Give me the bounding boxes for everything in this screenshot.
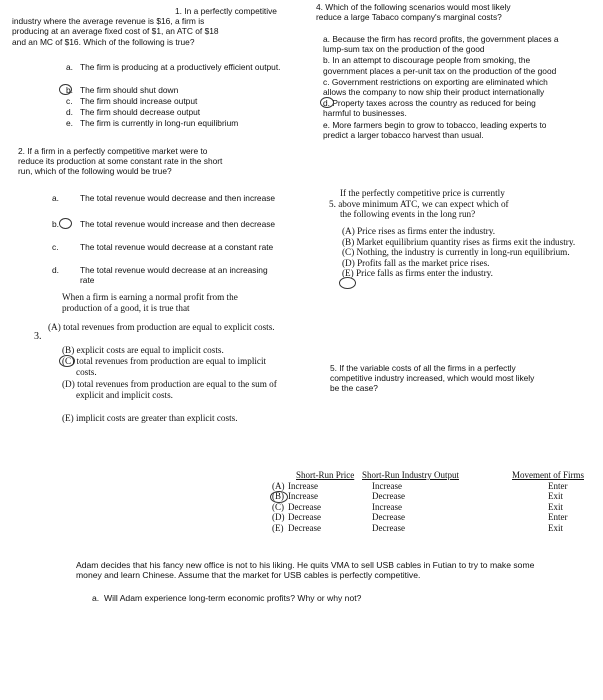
q4-option-c[interactable]: c. Government restrictions on exporting are eliminated which allows the company to now ship their product internationally [323,76,548,98]
q2-option-a[interactable]: a. The total revenue would decrease and then increase [52,193,276,203]
q1-option-d[interactable]: d. The firm should decrease output [66,107,201,117]
answer-circle-mark [339,277,356,289]
q1-option-e[interactable]: e. The firm is currently in long-run equilibrium [66,118,239,128]
q1-stem-line: In a perfectly competitive [184,6,277,16]
q3-number: 3. [34,331,42,342]
q5a-number: 5. [329,198,336,209]
table-header: Movement of Firms [512,470,584,480]
q2-option-d[interactable]: d. The total revenue would decrease at an increasing rate [52,265,268,286]
table-row[interactable]: (A) Increase Increase Enter [272,480,568,491]
answer-table [272,470,602,533]
table-row[interactable]: (D) Decrease Decrease Enter [272,512,568,522]
q4-options [323,34,563,140]
q5a-stem: If the perfectly competitive price is currently 5. above minimum ATC, we can expect which of the following events in the long run? [329,188,509,220]
q1-stem-line: producing at an average fixed cost of $1, an ATC of $18 [12,26,219,37]
table-row[interactable]: (B) Increase Decrease Exit [272,491,563,501]
q1-stem-line: and an MC of $16. Which of the following is true? [12,36,195,47]
q4-option-b[interactable]: b. In an attempt to discourage people from smoking, the government places a per-unit tax on the production of the good [323,55,557,76]
table-row[interactable]: (E) Decrease Decrease Exit [272,522,563,533]
q1-option-b[interactable]: b. The firm should shut down [66,85,179,95]
q3-option-a[interactable]: (A) total revenues from production are equal to explicit costs. [48,322,275,332]
q4-option-a[interactable]: a. Because the firm has record profits, the government places a lump-sum tax on the production of the good [323,34,559,55]
q3-option-e[interactable]: (E) implicit costs are greater than explicit costs. [62,413,238,423]
table-header: Short-Run Industry Output [362,470,460,480]
q3-option-c[interactable]: (C) total revenues from production are equal to implicit costs. [62,356,267,377]
q4-stem: 4. Which of the following scenarios would most likely reduce a large Tabaco company's marginal costs? [316,2,511,23]
q5a-options [342,226,587,279]
q5b-stem: 5. If the variable costs of all the firms in a perfectly competitive industry increased, which would most likely be the case? [330,363,535,394]
q5a-option-d[interactable]: (D) Profits fall as the market price rises. [342,257,490,268]
q5a-option-c[interactable]: (C) Nothing, the industry is currently in long-run equilibrium. [342,247,570,258]
q1-stem-line: industry where the average revenue is $16, a firm is [12,16,205,27]
q3-stem: When a firm is earning a normal profit from the production of a good, it is true that [62,292,238,313]
q6-subquestion-a: a. Will Adam experience long-term economic profits? Why or why not? [92,593,362,603]
q1-number: 1. [175,6,182,16]
q4-option-e[interactable]: e. More farmers begin to grow to tobacco, leading experts to predict a larger tobacco harvest than usual. [323,119,547,140]
answer-circle-mark [320,97,334,108]
q2-option-b[interactable]: b. The total revenue would increase and then decrease [52,219,276,229]
q5a-option-a[interactable]: (A) Price rises as firms enter the industry. [342,226,496,236]
q1-stem [12,6,302,47]
q3-option-b[interactable]: (B) explicit costs are equal to implicit costs. [62,345,224,355]
q2-stem: 2. If a firm in a perfectly competitive market were to reduce its production at some constant rate in the short run, which of the following would be true? [18,146,223,177]
q1-option-c[interactable]: c. The firm should increase output [66,96,198,106]
q1-option-a[interactable]: a. The firm is producing at a productively efficient output. [66,62,281,72]
table-row[interactable]: (C) Decrease Increase Exit [272,501,563,512]
answer-circle-mark [270,491,288,503]
q2-option-c[interactable]: c. The total revenue would decrease at a constant rate [52,242,274,252]
q3-option-d[interactable]: (D) total revenues from production are equal to the sum of explicit and implicit costs. [62,379,277,400]
q4-option-d[interactable]: d. Property taxes across the country as reduced for being harmful to businesses. [323,98,536,119]
q6-text: Adam decides that his fancy new office is not to his liking. He quits VMA to sell USB cables in Futian to try to make some money and learn Chinese. Assume that the market for USB cables is perfectly competitive. [76,560,535,581]
q5a-option-b[interactable]: (B) Market equilibrium quantity rises as firms exit the industry. [342,236,576,247]
table-header: Short-Run Price [296,470,355,480]
q5a-option-e[interactable]: (E) Price falls as firms enter the industry. [342,268,493,279]
